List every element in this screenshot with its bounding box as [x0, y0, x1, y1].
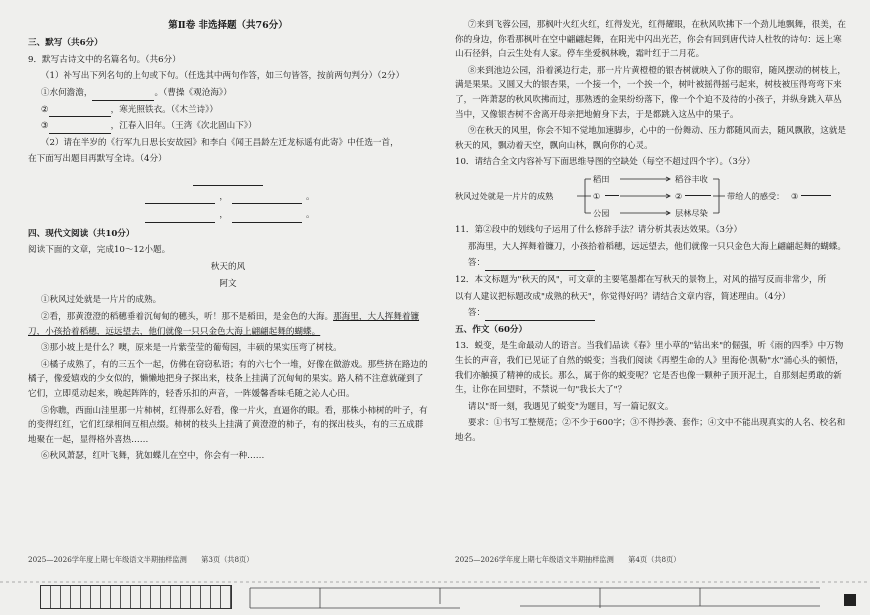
mind-map-node-4: ③	[791, 191, 799, 202]
line-9b	[28, 103, 428, 118]
question-13-task: 请以"哥一刻，我遇见了蜕变"为题目，写一篇记叙文。	[467, 401, 674, 412]
question-11-quote: 那海里，大人挥舞着镰刀，小孩拾着稻穗，远远望去，他们就像一只只金色大海上翩翩起舞的蝴蝶。	[467, 241, 847, 252]
answer-blank-11[interactable]	[485, 261, 595, 271]
answer-blank-p2[interactable]	[232, 194, 302, 204]
underlined-sentence: 那海里，大人挥舞着镰刀，小孩拾着稻穗，远远望去，他们就像一只只金色大海上翩翩起舞的蝴蝶。	[28, 311, 420, 337]
mind-map-root: 秋风过处就是一片片的成熟	[455, 191, 554, 202]
reading-intro: 阅读下面的文章，完成10～12小题。	[28, 245, 171, 256]
text-9a-1: ①水何澹澹，	[40, 87, 93, 98]
mind-map-node-2: ①	[593, 191, 601, 202]
answer-blank-10-2[interactable]	[685, 195, 711, 196]
section-title: 第Ⅱ卷 非选择题（共76分）	[168, 20, 288, 31]
mind-map-result-1: 稻谷丰收	[675, 174, 708, 185]
mind-map-result-2: ②	[675, 191, 683, 202]
paragraph-7: ⑦来到飞蓉公园，那枫叶火红火红，红得发光，红得耀眼，在秋风吹拂下一个劲儿地飘舞，很美，在你的身边，你看那枫叶在空中翩翩起舞，在阳光中闪出光芒，你会有回到唐代诗人杜牧的诗句：远上寒山石径斜，白云生处有人家。停车坐爱枫林晚，霜叶红于二月花。	[455, 20, 847, 60]
paragraph-4: ④橘子成熟了，有的三五个一起，仿佛在窃窃私语；有的六七个一堆，好像在做游戏。那些挤在路边的橘子，像爱嬉戏的少女似的，懒懒地把身子探出来，枝条上挂满了沉甸甸的果实。路人稍不注意就碰到了它们，立即觅动起来，晚起阵阵的，轻香乐扣的声音，一阵媛馨香味毛随之沁人心田。	[28, 359, 428, 399]
text-9c-1: ③	[40, 121, 49, 132]
answer-blank-9a[interactable]	[92, 91, 154, 101]
mind-map	[455, 173, 848, 219]
text-9b-1: ②	[40, 104, 49, 115]
answer-blank-10-3[interactable]	[801, 195, 831, 196]
essay-title: 秋天的风	[210, 262, 246, 273]
line-9a	[28, 86, 428, 101]
grid-cells	[40, 585, 232, 609]
line-9c	[28, 119, 428, 134]
answer-12	[455, 306, 848, 321]
poem-title-blank	[28, 171, 428, 186]
essay-author: 阿文	[219, 278, 237, 289]
page-4-footer: 2025—2026学年度上期七年级语文半期抽样监测 第4页（共8页）	[455, 555, 681, 564]
paragraph-6: ⑥秋风萧瑟，红叶飞舞，犹如蝶儿在空中，你会有一种……	[40, 451, 265, 462]
answer-11	[455, 256, 848, 271]
answer-label-11: 答：	[467, 258, 486, 269]
page-4	[455, 18, 848, 448]
text-9a-2: 。（曹操《观沧海》）	[154, 87, 232, 98]
page-3	[28, 18, 428, 466]
mind-map-feeling: 带给人的感受：	[727, 191, 785, 202]
answer-blank-12[interactable]	[485, 311, 595, 321]
section-4-heading: 四、现代文阅读（共10分）	[28, 228, 135, 239]
answer-label-12: 答：	[467, 308, 486, 319]
paragraph-1: ①秋风过处就是一片片的成熟。	[40, 295, 162, 306]
question-9-2b: 在下面写出题目再默写全诗。（4分）	[28, 154, 167, 165]
question-9-1: （1）补写出下列名句的上句或下句。（任选其中两句作答，如三句皆答，按前两句判分）（2分）	[40, 71, 405, 82]
question-10: 10．请结合全文内容补写下面思维导图的空缺处（每空不超过四个字）。（3分）	[455, 157, 755, 168]
mind-map-node-3: 公园	[593, 208, 610, 219]
answer-blank-title[interactable]	[193, 176, 263, 186]
section-5-heading: 五、作文（60分）	[455, 324, 528, 335]
question-13: 13．蜕变，是生命最动人的语言。当我们品读《春》里小草的"钻出来"的倔强，听《雨的四季》中万物生长的声音，我们已见证了自然的蜕变；当我们阅读《再塑生命的人》里海伦·凯勒"水"涌心头的顿悟，我们亦触摸了精神的成长。那么，属于你的蜕变呢？它是否也像一颗种子顶开泥土，自那刻起勇敢的新生，让你在回望时，不禁说一句"我长大了"？	[455, 341, 844, 396]
question-9-2a: （2）请在半岁的《行军九日思长安故园》和李白《闻王昌龄左迁龙标遥有此寄》中任选一首，	[40, 137, 399, 148]
answer-blank-p4[interactable]	[232, 213, 302, 223]
question-12a: 12．本文标题为"秋天的风"，可文章的主要笔墨都在写秋天的景物上，对风的描写反而非常少，所	[455, 274, 827, 285]
page-3-footer: 2025—2026学年度上期七年级语文半期抽样监测 第3页（共8页）	[28, 555, 254, 564]
question-9: 9．默写古诗文中的名篇名句。（共6分）	[28, 54, 181, 65]
poem-line-2: ， 。	[28, 208, 428, 223]
question-11: 11．第②段中的划线句子运用了什么修辞手法？请分析其表达效果。（3分）	[455, 225, 743, 236]
paragraph-2-text: ②看，那黄澄澄的稻穗垂着沉甸甸的穗头，听！那不是稻田，是金色的大海。	[40, 311, 334, 322]
poem-line-1: ， 。	[28, 190, 428, 205]
paragraph-8: ⑧来到池边公园，沿着溪边行走，那一片片黄橙橙的银杏树就映入了你的眼帘，随风摆动的树枝上，满是果果。又圆又大的银杏果，一个接一个，一个挨一个，树叶被摇得摇弓起来，树枝被压得弯弯下来了，一阵萧瑟的秋风吹拂而过，那熟透的金果纷纷落下，像一个个迫不及待的小孩子，并纵身跳入草丛当中，又像银杏树不舍离开母亲把地俯身下去，于是都跳入这丛中的果子。	[455, 65, 847, 120]
answer-blank-p3[interactable]	[145, 213, 215, 223]
registration-mark	[844, 594, 856, 606]
paragraph-3: ③那小坡上是什么？噢，原来是一片紫莹莹的葡萄园，丰硕的果实压弯了树枝。	[40, 343, 342, 354]
answer-blank-p1[interactable]	[145, 194, 215, 204]
answer-blank-9c[interactable]	[49, 124, 111, 134]
mind-map-node-1: 稻田	[593, 174, 610, 185]
section-3-heading: 三、默写（共6分）	[28, 38, 103, 49]
question-13-rules: 要求：①书写工整规范；②不少于600字；③不得抄袭、套作；④文中不能出现真实的人名、校名和地名。	[455, 418, 846, 444]
paragraph-5: ⑤你瞧，西面山洼里那一片柿树，红得那么好看，像一片火，直逼你的眼。看，那株小柿树的叶子，有的变得红红，它们红绿相间互相点缀。柿树的枝头上挂满了黄澄澄的柿子，有的探出枝头，有的三五成群地聚在一起，显得格外喜热……	[28, 405, 428, 445]
paragraph-9: ⑨在秋天的风里，你会不知不觉地加速脚步，心中的一份舞动、压力都随风而去，随风飘散，这就是秋天的风，飘动着天空，飘向山林，飘向你的心灵。	[455, 126, 847, 151]
paragraph-2	[28, 310, 428, 339]
answer-blank-9b[interactable]	[49, 107, 111, 117]
mind-map-result-3: 层林尽染	[675, 208, 708, 219]
question-12b: 以有人建议把标题改成"成熟的秋天"，你觉得好吗？请结合文章内容，简述理由。（4分）	[455, 291, 791, 302]
text-9b-2: ，寒光照铁衣。（《木兰诗》）	[110, 104, 219, 115]
text-9c-2: ，江春入旧年。（王湾《次北固山下》）	[110, 121, 257, 132]
answer-blank-10-1[interactable]	[605, 195, 619, 196]
